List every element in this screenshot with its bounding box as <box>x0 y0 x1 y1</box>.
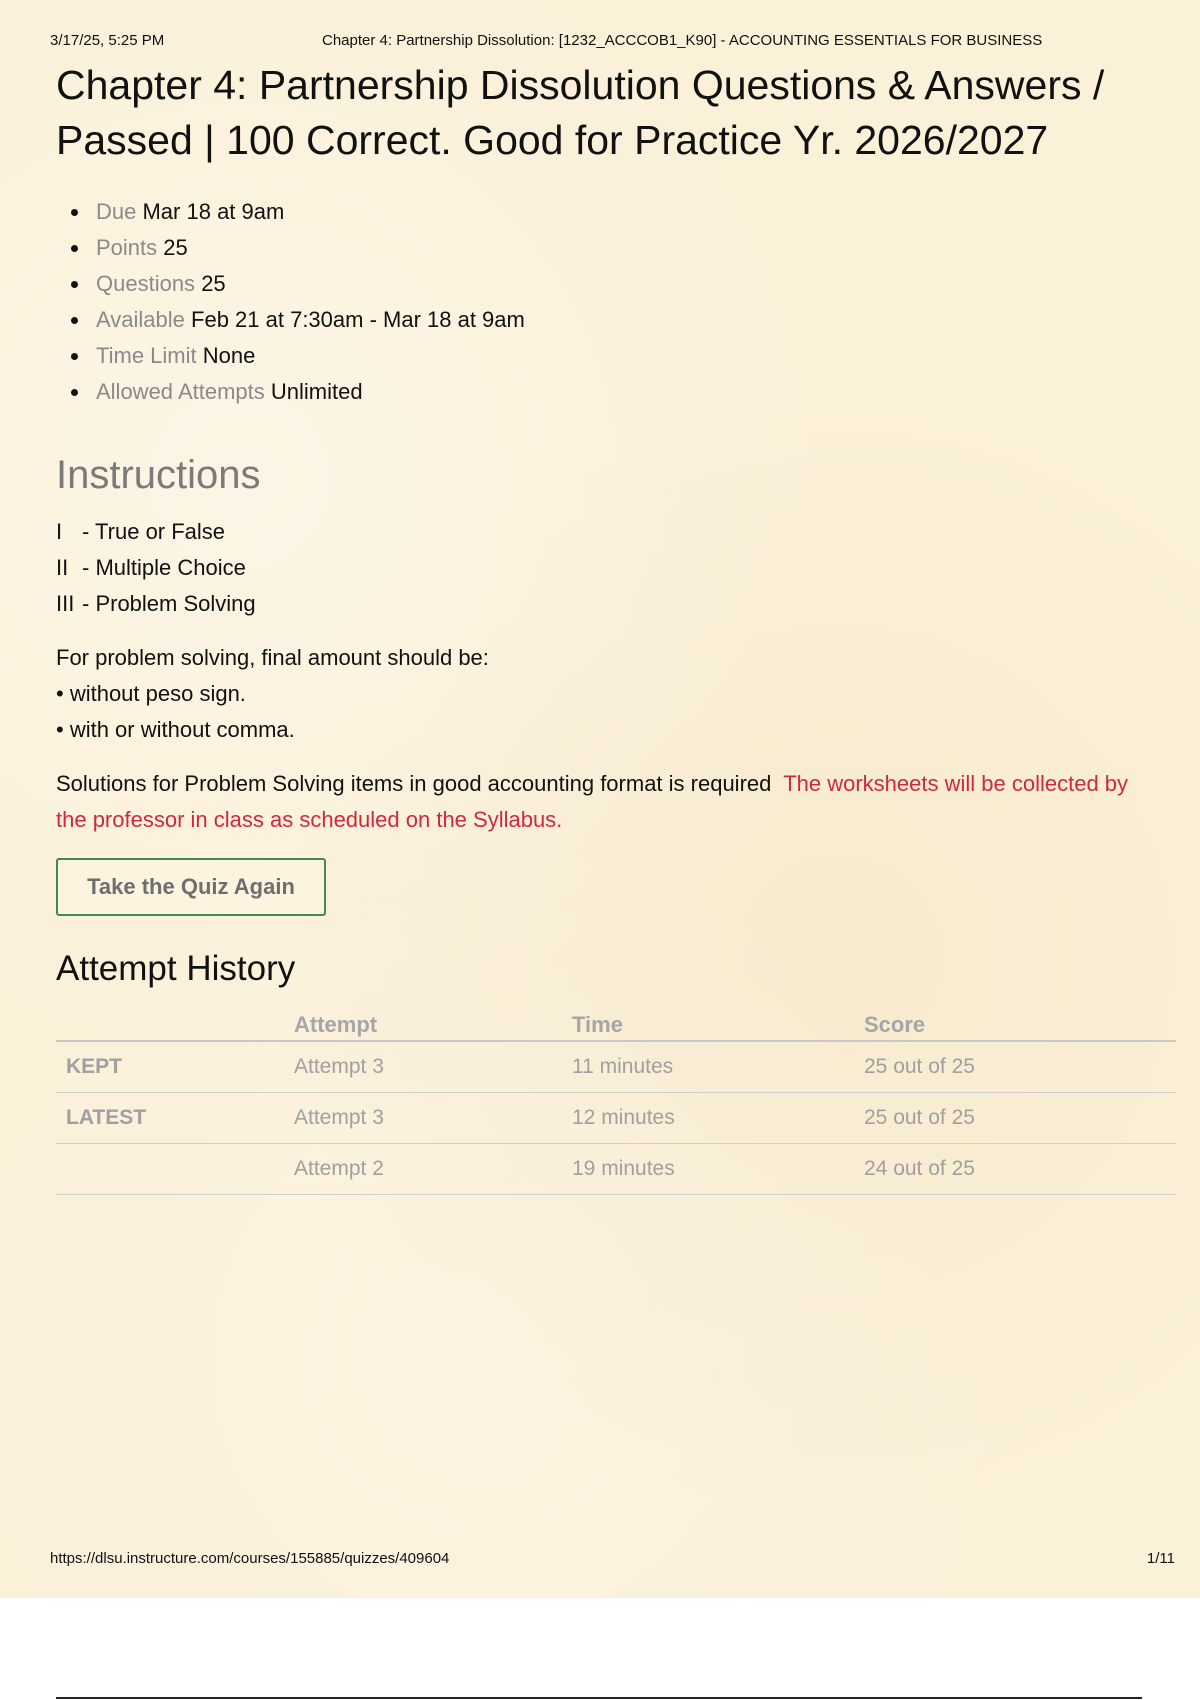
print-header <box>50 32 1160 52</box>
attempt-time: 12 minutes <box>572 1093 864 1144</box>
solutions-text: Solutions for Problem Solving items in good accounting format is required <box>56 771 772 796</box>
attempt-link[interactable]: Attempt 3 <box>294 1041 572 1093</box>
instruction-part <box>56 514 1176 550</box>
table-header-row <box>56 1004 1176 1041</box>
detail-value: 25 <box>201 271 226 296</box>
detail-label: Due <box>96 199 137 224</box>
attempt-link[interactable]: Attempt 2 <box>294 1144 572 1195</box>
detail-value: Mar 18 at 9am <box>142 199 285 224</box>
quiz-details-list <box>56 194 1176 410</box>
attempt-link[interactable]: Attempt 3 <box>294 1093 572 1144</box>
instruction-part <box>56 586 1176 622</box>
solutions-paragraph <box>56 766 1156 838</box>
attempt-time: 19 minutes <box>572 1144 864 1195</box>
column-header-attempt: Attempt <box>294 1004 572 1041</box>
column-header-tag <box>56 1004 294 1041</box>
instructions-heading: Instructions <box>56 453 261 497</box>
roman-numeral: II <box>56 555 69 580</box>
detail-points <box>68 230 1176 266</box>
attempt-tag: KEPT <box>56 1041 294 1093</box>
problem-intro: For problem solving, final amount should be: <box>56 645 489 670</box>
detail-value: None <box>202 343 256 368</box>
page-number: 1/11 <box>1146 1550 1175 1567</box>
attempt-tag: LATEST <box>56 1093 294 1144</box>
problem-rule: • with or without comma. <box>56 717 295 742</box>
detail-time-limit <box>68 338 1176 374</box>
table-row <box>56 1093 1176 1144</box>
detail-value: Feb 21 at 7:30am - Mar 18 at 9am <box>191 307 525 332</box>
column-header-score: Score <box>864 1004 1176 1041</box>
roman-numeral: I <box>56 519 63 544</box>
attempt-score: 25 out of 25 <box>864 1041 1176 1093</box>
part-text: - Multiple Choice <box>82 555 246 580</box>
detail-questions <box>68 266 1176 302</box>
part-text: - Problem Solving <box>82 591 256 616</box>
detail-allowed-attempts <box>68 374 1176 410</box>
page-url: https://dlsu.instructure.com/courses/155885/quizzes/409604 <box>50 1550 450 1567</box>
detail-label: Allowed Attempts <box>96 379 265 404</box>
quiz-content <box>56 58 1176 1195</box>
problem-solving-rules <box>56 640 1176 748</box>
attempt-tag <box>56 1144 294 1195</box>
attempt-score: 24 out of 25 <box>864 1144 1176 1195</box>
problem-rule: • without peso sign. <box>56 681 246 706</box>
page-divider <box>56 1697 1142 1699</box>
page-title: Chapter 4: Partnership Dissolution Questions & Answers / Passed | 100 Correct. Good for Practice Yr. 2026/2027 <box>56 62 1105 163</box>
instruction-part <box>56 550 1176 586</box>
take-quiz-again-button[interactable]: Take the Quiz Again <box>56 858 326 916</box>
print-doc-title: Chapter 4: Partnership Dissolution: [1232_ACCCOB1_K90] - ACCOUNTING ESSENTIALS FOR BUSINESS <box>322 32 1043 49</box>
detail-available <box>68 302 1176 338</box>
roman-numeral: III <box>56 591 75 616</box>
instruction-parts <box>56 514 1176 622</box>
attempt-history-table <box>56 1004 1176 1195</box>
attempt-score: 25 out of 25 <box>864 1093 1176 1144</box>
detail-label: Points <box>96 235 158 260</box>
detail-value: 25 <box>163 235 188 260</box>
attempt-history-heading: Attempt History <box>56 949 296 988</box>
print-date: 3/17/25, 5:25 PM <box>50 32 165 49</box>
detail-label: Available <box>96 307 185 332</box>
detail-label: Questions <box>96 271 196 296</box>
column-header-time: Time <box>572 1004 864 1041</box>
detail-label: Time Limit <box>96 343 197 368</box>
detail-due <box>68 194 1176 230</box>
part-text: - True or False <box>82 519 226 544</box>
attempt-time: 11 minutes <box>572 1041 864 1093</box>
table-row <box>56 1041 1176 1093</box>
detail-value: Unlimited <box>270 379 363 404</box>
worksheet-note: The worksheets will be collected by the professor in class as scheduled on the Syllabus. <box>56 771 1129 832</box>
table-row <box>56 1144 1176 1195</box>
